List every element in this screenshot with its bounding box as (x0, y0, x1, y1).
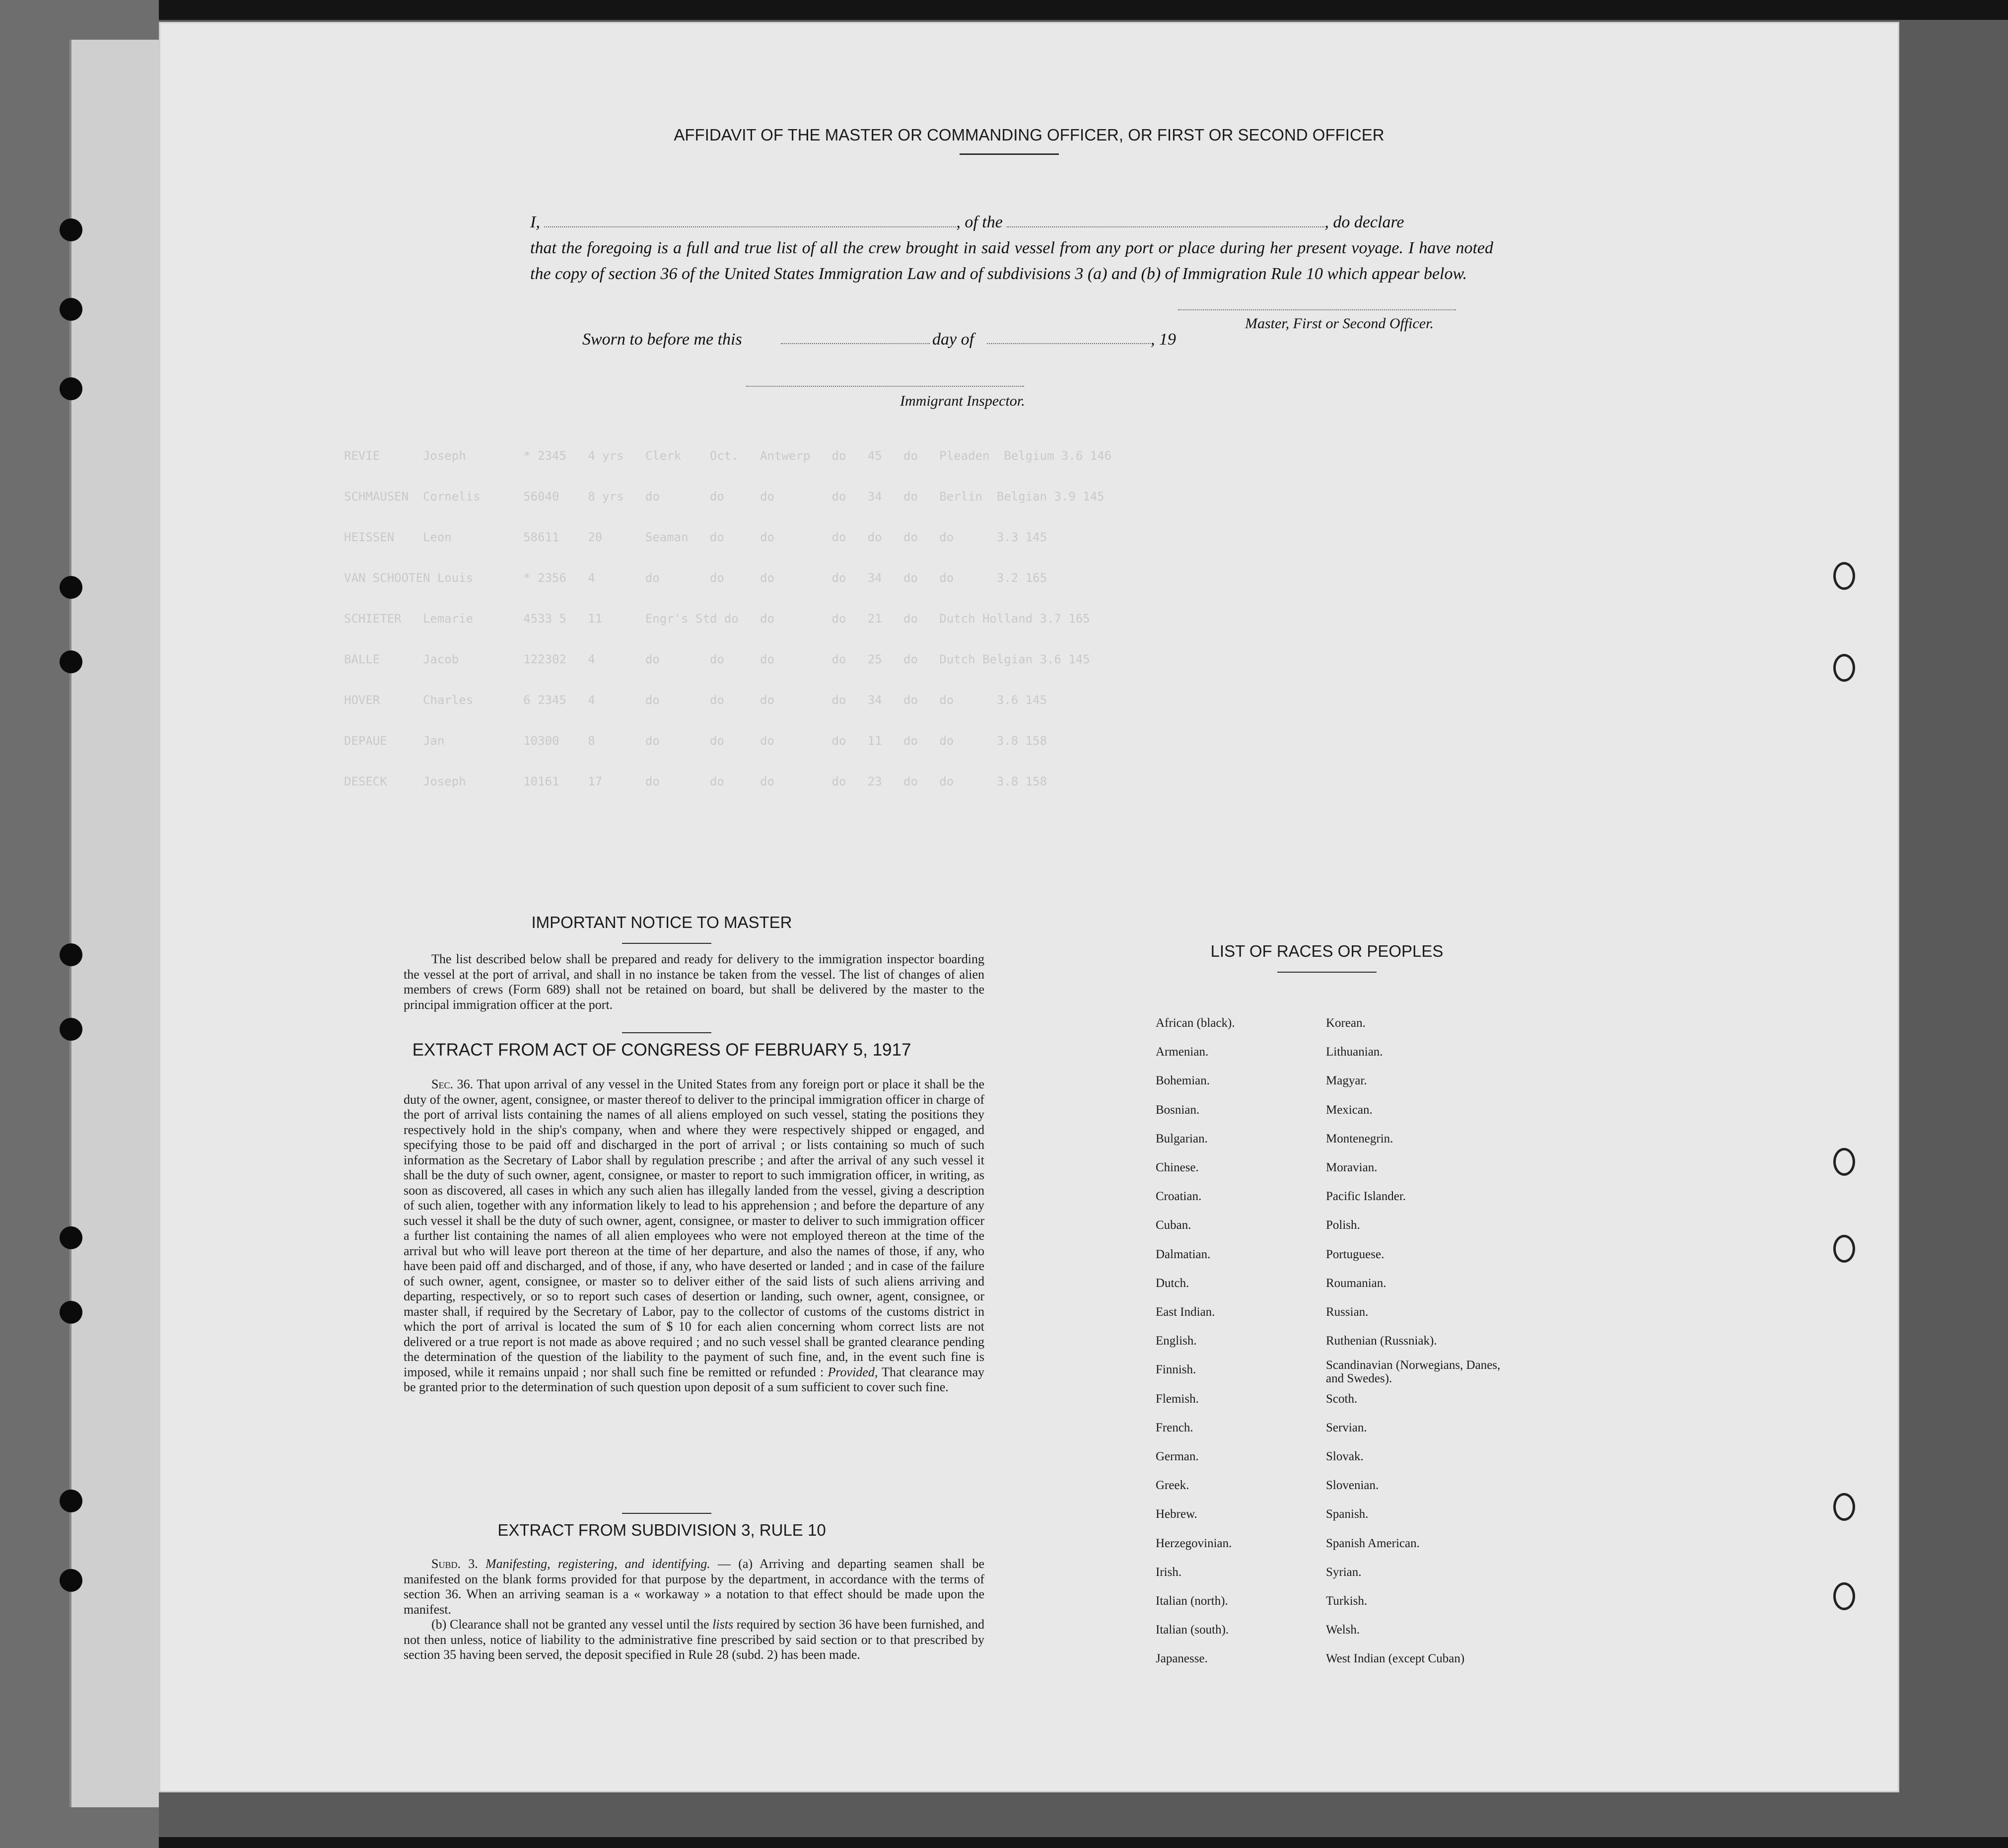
race-entry: French. (1156, 1421, 1193, 1434)
races-heading: LIST OF RACES OR PEOPLES (1210, 942, 1444, 960)
act-heading: EXTRACT FROM ACT OF CONGRESS OF FEBRUARY 5, 1917 (412, 1040, 911, 1060)
race-entry: Japanesse. (1156, 1652, 1208, 1666)
inspector-signature-line[interactable] (746, 386, 1024, 387)
sec-label: Sec. 36. (431, 1077, 474, 1091)
race-entry: Roumanian. (1326, 1276, 1386, 1290)
of-the-label: , of the (956, 213, 1003, 231)
race-entry: Korean. (1326, 1016, 1366, 1030)
race-entry: Polish. (1326, 1218, 1360, 1232)
race-entry: Flemish. (1156, 1392, 1199, 1406)
provided-label: Provided, (828, 1364, 878, 1379)
race-entry: Ruthenian (Russniak). (1326, 1334, 1437, 1348)
race-entry: Hebrew. (1156, 1507, 1197, 1521)
year-label: , 19 (1151, 330, 1176, 349)
race-entry: Irish. (1156, 1565, 1182, 1579)
act-text (404, 1077, 984, 1395)
officer-name-blank[interactable] (544, 226, 956, 227)
punch-hole (60, 1301, 82, 1324)
affidavit-statement: that the foregoing is a full and true list of all the crew brought in said vessel from any port or place during her present voyage. I have noted the copy of section 36 of the United States Immigration Law and of subdivisions 3 (a) and (b) of Immigration Rule 10 which appear below. (530, 239, 1493, 283)
race-entry: Portuguese. (1326, 1247, 1385, 1261)
punch-hole (60, 377, 82, 400)
heading-rule (622, 943, 711, 944)
race-entry: Montenegrin. (1326, 1132, 1393, 1145)
race-entry: Spanish. (1326, 1507, 1369, 1521)
subd-title: Manifesting, registering, and identifying. (485, 1557, 710, 1571)
act-body: That upon arrival of any vessel in the United States from any foreign port or place it shall be the duty of the owner, agent, consignee, or master thereof to deliver to the principal immigration officer in charge of the port of arrival lists containing the names of all aliens employed on such vessel, stating the positions they respectively hold in the ship's company, when and where they were respectively shipped or engaged, and specifying those to be paid off and discharged in the port of arrival ; or lists containing so much of such information as the Secretary of Labor shall by regulation prescribe ; and after the arrival of any such vessel it shall be the duty of such owner, agent, consignee, or master to report to such immigration officer, in writing, as soon as discovered, all cases in which any such alien has illegally landed from the vessel, giving a description of such alien, together with any information likely to lead to his apprehension ; and before the departure of any such vessel it shall be the duty of such owner, agent, consignee, or master to deliver to such immigration officer a further list containing the names of all alien employees who were not employed thereon at the time of the arrival but who will leave port thereon at the time of her departure, and also the names of those, if any, who have been paid off and discharged, and of those, if any, who have deserted or landed ; and in case of the failure of such owner, agent, consignee, or master so to deliver either of the said lists of such aliens arriving and departing, respectively, or so to report such cases of desertion or landing, such owner, agent, consignee, or master shall, if required by the Secretary of Labor, pay to the collector of customs of the customs district in which the port of arrival is located the sum of $ 10 for each alien concerning whom correct lists are not delivered or a true report is not made as above required ; and no such vessel shall be granted clearance pending the determination of the question of the liability to the payment of such fine, and, in the event such fine is imposed, while it remains unpaid ; nor shall such fine be remitted or refunded : (404, 1077, 985, 1379)
race-entry: Russian. (1326, 1305, 1369, 1319)
affidavit-heading: AFFIDAVIT OF THE MASTER OR COMMANDING OFFICER, OR FIRST OR SECOND OFFICER (674, 126, 1385, 144)
master-signature-line[interactable] (1178, 309, 1456, 310)
bleed-through-text: REVIE Joseph * 2345 4 yrs Clerk Oct. Antwerp do 45 do Pleaden Belgium 3.6 146 SCHMAUSEN Cornelis 56040 8 yrs do do do do 34 do Berlin Belgian 3.9 145 HEISSEN Leon 58611 20 Seaman do do do do do do 3.3 145 VAN SCHOOTEN Louis * 2356 4 do do do do 34 do do 3.2 165 SCHIETER Lemarie 4533 5 11 Engr's Std do do do 21 do Dutch Holland 3.7 165 BALLE Jacob 122302 4 do do do do 25 do Dutch Belgian 3.6 145 HOVER Charles 6 2345 4 do do do do 34 do do 3.6 145 DEPAUE Jan 10300 8 do do do do 11 do do 3.8 158 DESECK Joseph 10161 17 do do do do 23 do do 3.8 158 (344, 449, 1112, 788)
punch-hole (60, 576, 82, 599)
race-entry: Magyar. (1326, 1074, 1367, 1088)
race-entry: Syrian. (1326, 1565, 1362, 1579)
race-entry: Moravian. (1326, 1161, 1378, 1175)
reinforcement-ring (1833, 1582, 1855, 1610)
affidavit-body (530, 210, 1493, 287)
race-entry: Italian (north). (1156, 1594, 1228, 1608)
do-declare-label: , do declare (1324, 213, 1404, 231)
race-entry: Bulgarian. (1156, 1132, 1208, 1145)
vessel-name-blank[interactable] (1007, 226, 1324, 227)
race-entry: Cuban. (1156, 1218, 1191, 1232)
race-entry: Chinese. (1156, 1161, 1199, 1175)
race-entry: Dalmatian. (1156, 1247, 1211, 1261)
subd-para-b-lists: lists (712, 1617, 734, 1632)
race-entry: East Indian. (1156, 1305, 1215, 1319)
race-entry: Herzegovinian. (1156, 1536, 1232, 1550)
subd-para-a: — (a) Arriving and departing seamen shall be manifested on the blank forms provided for that purpose by the department, in accordance with the terms of section 36. When an arriving seaman is a « workaway » a notation to that effect should be made upon the manifest. (404, 1557, 985, 1617)
reinforcement-ring (1833, 1235, 1855, 1263)
master-signature-label: Master, First or Second Officer. (1245, 315, 1434, 332)
race-entry: Welsh. (1326, 1623, 1360, 1637)
notice-text: The list described below shall be prepared and ready for delivery to the immigration inspector boarding the vessel at the port of arrival, and shall in no instance be taken from the vessel. The list of changes of alien members of crews (Form 689) shall not be retained on board, but shall be delivered by the master to the principal immigration officer at the port. (404, 952, 984, 1012)
race-entry: Bohemian. (1156, 1074, 1210, 1088)
rule-heading: EXTRACT FROM SUBDIVISION 3, RULE 10 (497, 1521, 826, 1539)
reinforcement-ring (1833, 1493, 1855, 1521)
punch-hole (60, 1018, 82, 1041)
race-entry: Scoth. (1326, 1392, 1358, 1406)
punch-hole (60, 943, 82, 966)
heading-rule (622, 1513, 711, 1514)
underlying-sheet-edge (69, 40, 161, 1807)
punch-hole (60, 650, 82, 673)
subd-para-b-start: (b) Clearance shall not be granted any vessel until the (431, 1617, 709, 1632)
heading-rule (1277, 972, 1377, 973)
i-label: I, (530, 213, 540, 231)
document-page (159, 22, 1899, 1792)
punch-hole (60, 298, 82, 321)
race-entry: Scandinavian (Norwegians, Danes, and Swedes). (1326, 1358, 1501, 1386)
race-entry: Pacific Islander. (1326, 1190, 1406, 1204)
race-entry: German. (1156, 1450, 1199, 1464)
race-entry: Mexican. (1326, 1103, 1373, 1117)
punch-hole (60, 218, 82, 241)
races-column-2 (1326, 1009, 1505, 1674)
sworn-month-blank[interactable] (987, 343, 1151, 344)
notice-heading: IMPORTANT NOTICE TO MASTER (531, 913, 792, 931)
reinforcement-ring (1833, 654, 1855, 682)
race-entry: English. (1156, 1334, 1197, 1348)
subd-para-b-end: required by section 36 have been furnished, and not then unless, notice of liability to the administrative fine prescribed by said section or to that prescribed by section 35 having been served, the deposit specified in Rule 28 (subd. 2) has been made. (404, 1617, 984, 1662)
inspector-label: Immigrant Inspector. (900, 393, 1025, 409)
races-column-1 (1156, 1009, 1235, 1674)
race-entry: Bosnian. (1156, 1103, 1200, 1117)
reinforcement-ring (1833, 1148, 1855, 1176)
race-entry: Dutch. (1156, 1276, 1189, 1290)
race-entry: Greek. (1156, 1479, 1189, 1493)
left-binding-strip (0, 0, 159, 1848)
race-entry: Lithuanian. (1326, 1045, 1383, 1059)
punch-hole (60, 1226, 82, 1249)
race-entry: Slovak. (1326, 1450, 1364, 1464)
day-of-label: day of (932, 330, 974, 349)
race-entry: Servian. (1326, 1421, 1367, 1434)
race-entry: Slovenian. (1326, 1479, 1379, 1493)
race-entry: Croatian. (1156, 1190, 1202, 1204)
punch-hole (60, 1490, 82, 1512)
punch-hole (60, 1569, 82, 1592)
act-body-end: That clearance may be granted prior to the determination of such question upon deposit of a sum sufficient to cover such fine. (404, 1364, 985, 1394)
sworn-day-blank[interactable] (781, 343, 930, 344)
race-entry: Spanish American. (1326, 1536, 1420, 1550)
heading-rule (960, 153, 1059, 155)
race-entry: Turkish. (1326, 1594, 1368, 1608)
race-entry: Italian (south). (1156, 1623, 1229, 1637)
heading-rule (622, 1032, 711, 1033)
race-entry: Armenian. (1156, 1045, 1209, 1059)
race-entry: West Indian (except Cuban) (1326, 1652, 1465, 1666)
race-entry: Finnish. (1156, 1363, 1196, 1377)
reinforcement-ring (1833, 562, 1855, 590)
rule-text (404, 1557, 984, 1663)
race-entry: African (black). (1156, 1016, 1235, 1030)
sworn-label: Sworn to before me this (582, 330, 742, 349)
subd-label: Subd. 3. (431, 1557, 478, 1571)
